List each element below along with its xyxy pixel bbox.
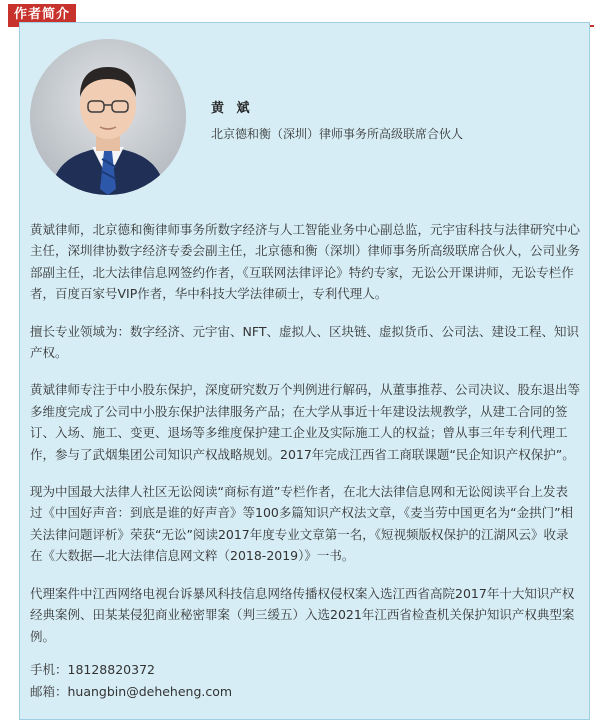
author-card: [19, 22, 590, 720]
publications-paragraph: 现为中国最大法律人社区无讼阅读“商标有道”专栏作者，在北大法律信息网和无讼阅读平台上发表过《中国好声音：到底是谁的好声音》等100多篇知识产权法文章，《麦当劳中国更名为“金拱门”相关法律问题评析》荣获“无讼”阅读2017年度专业文章第一名，《短视频版权保护的江湖风云》收录在《大数据—北大法律信息网文粹（2018-2019）》一书。: [30, 484, 574, 564]
expertise-paragraph: 擅长专业领域为：数字经济、元宇宙、NFT、虚拟人、区块链、虚拟货币、公司法、建设工程、知识产权。: [30, 323, 579, 361]
author-name: 黄 斌: [211, 101, 254, 116]
contact-info: [30, 659, 580, 703]
bio-content: [30, 219, 580, 703]
email-text: 邮箱：huangbin@deheheng.com: [30, 683, 233, 699]
portrait-icon: [30, 39, 186, 195]
section-tag: 作者简介: [8, 4, 76, 26]
author-title: 北京德和衡（深圳）律师事务所高级联席合伙人: [211, 127, 464, 141]
phone-text: 手机：18128820372: [30, 661, 155, 677]
author-photo: [30, 39, 186, 195]
experience-paragraph: 黄斌律师专注于中小股东保护，深度研究数万个判例进行解码，从董事推荐、公司决议、股东退出等多维度完成了公司中小股东保护法律服务产品；在大学从事近十年建设法规教学，从建工合同的签订、入场、施工、变更、退场等多维度保护建工企业及实际施工人的权益；曾从事三年专利代理工作，参与了武烟集团公司知识产权战略规划。2017年完成江西省工商联课题“民企知识产权保护”。: [30, 382, 581, 462]
cases-paragraph: 代理案件中江西网络电视台诉暴风科技信息网络传播权侵权案入选江西省高院2017年十大知识产权经典案例、田某某侵犯商业秘密罪案（判三缓五）入选2021年江西省检查机关保护知识产权典型案例。: [30, 585, 575, 644]
bio-paragraph: 黄斌律师，北京德和衡律师事务所数字经济与人工智能业务中心副总监，元宇宙科技与法律研究中心主任，深圳律协数字经济专委会副主任，北京德和衡（深圳）律师事务所高级联席合伙人，公司业务部副主任，北大法律信息网签约作者，《互联网法律评论》特约专家，无讼公开课讲师，无讼专栏作者，百度百家号VIP作者，华中科技大学法律硕士，专利代理人。: [30, 222, 581, 302]
